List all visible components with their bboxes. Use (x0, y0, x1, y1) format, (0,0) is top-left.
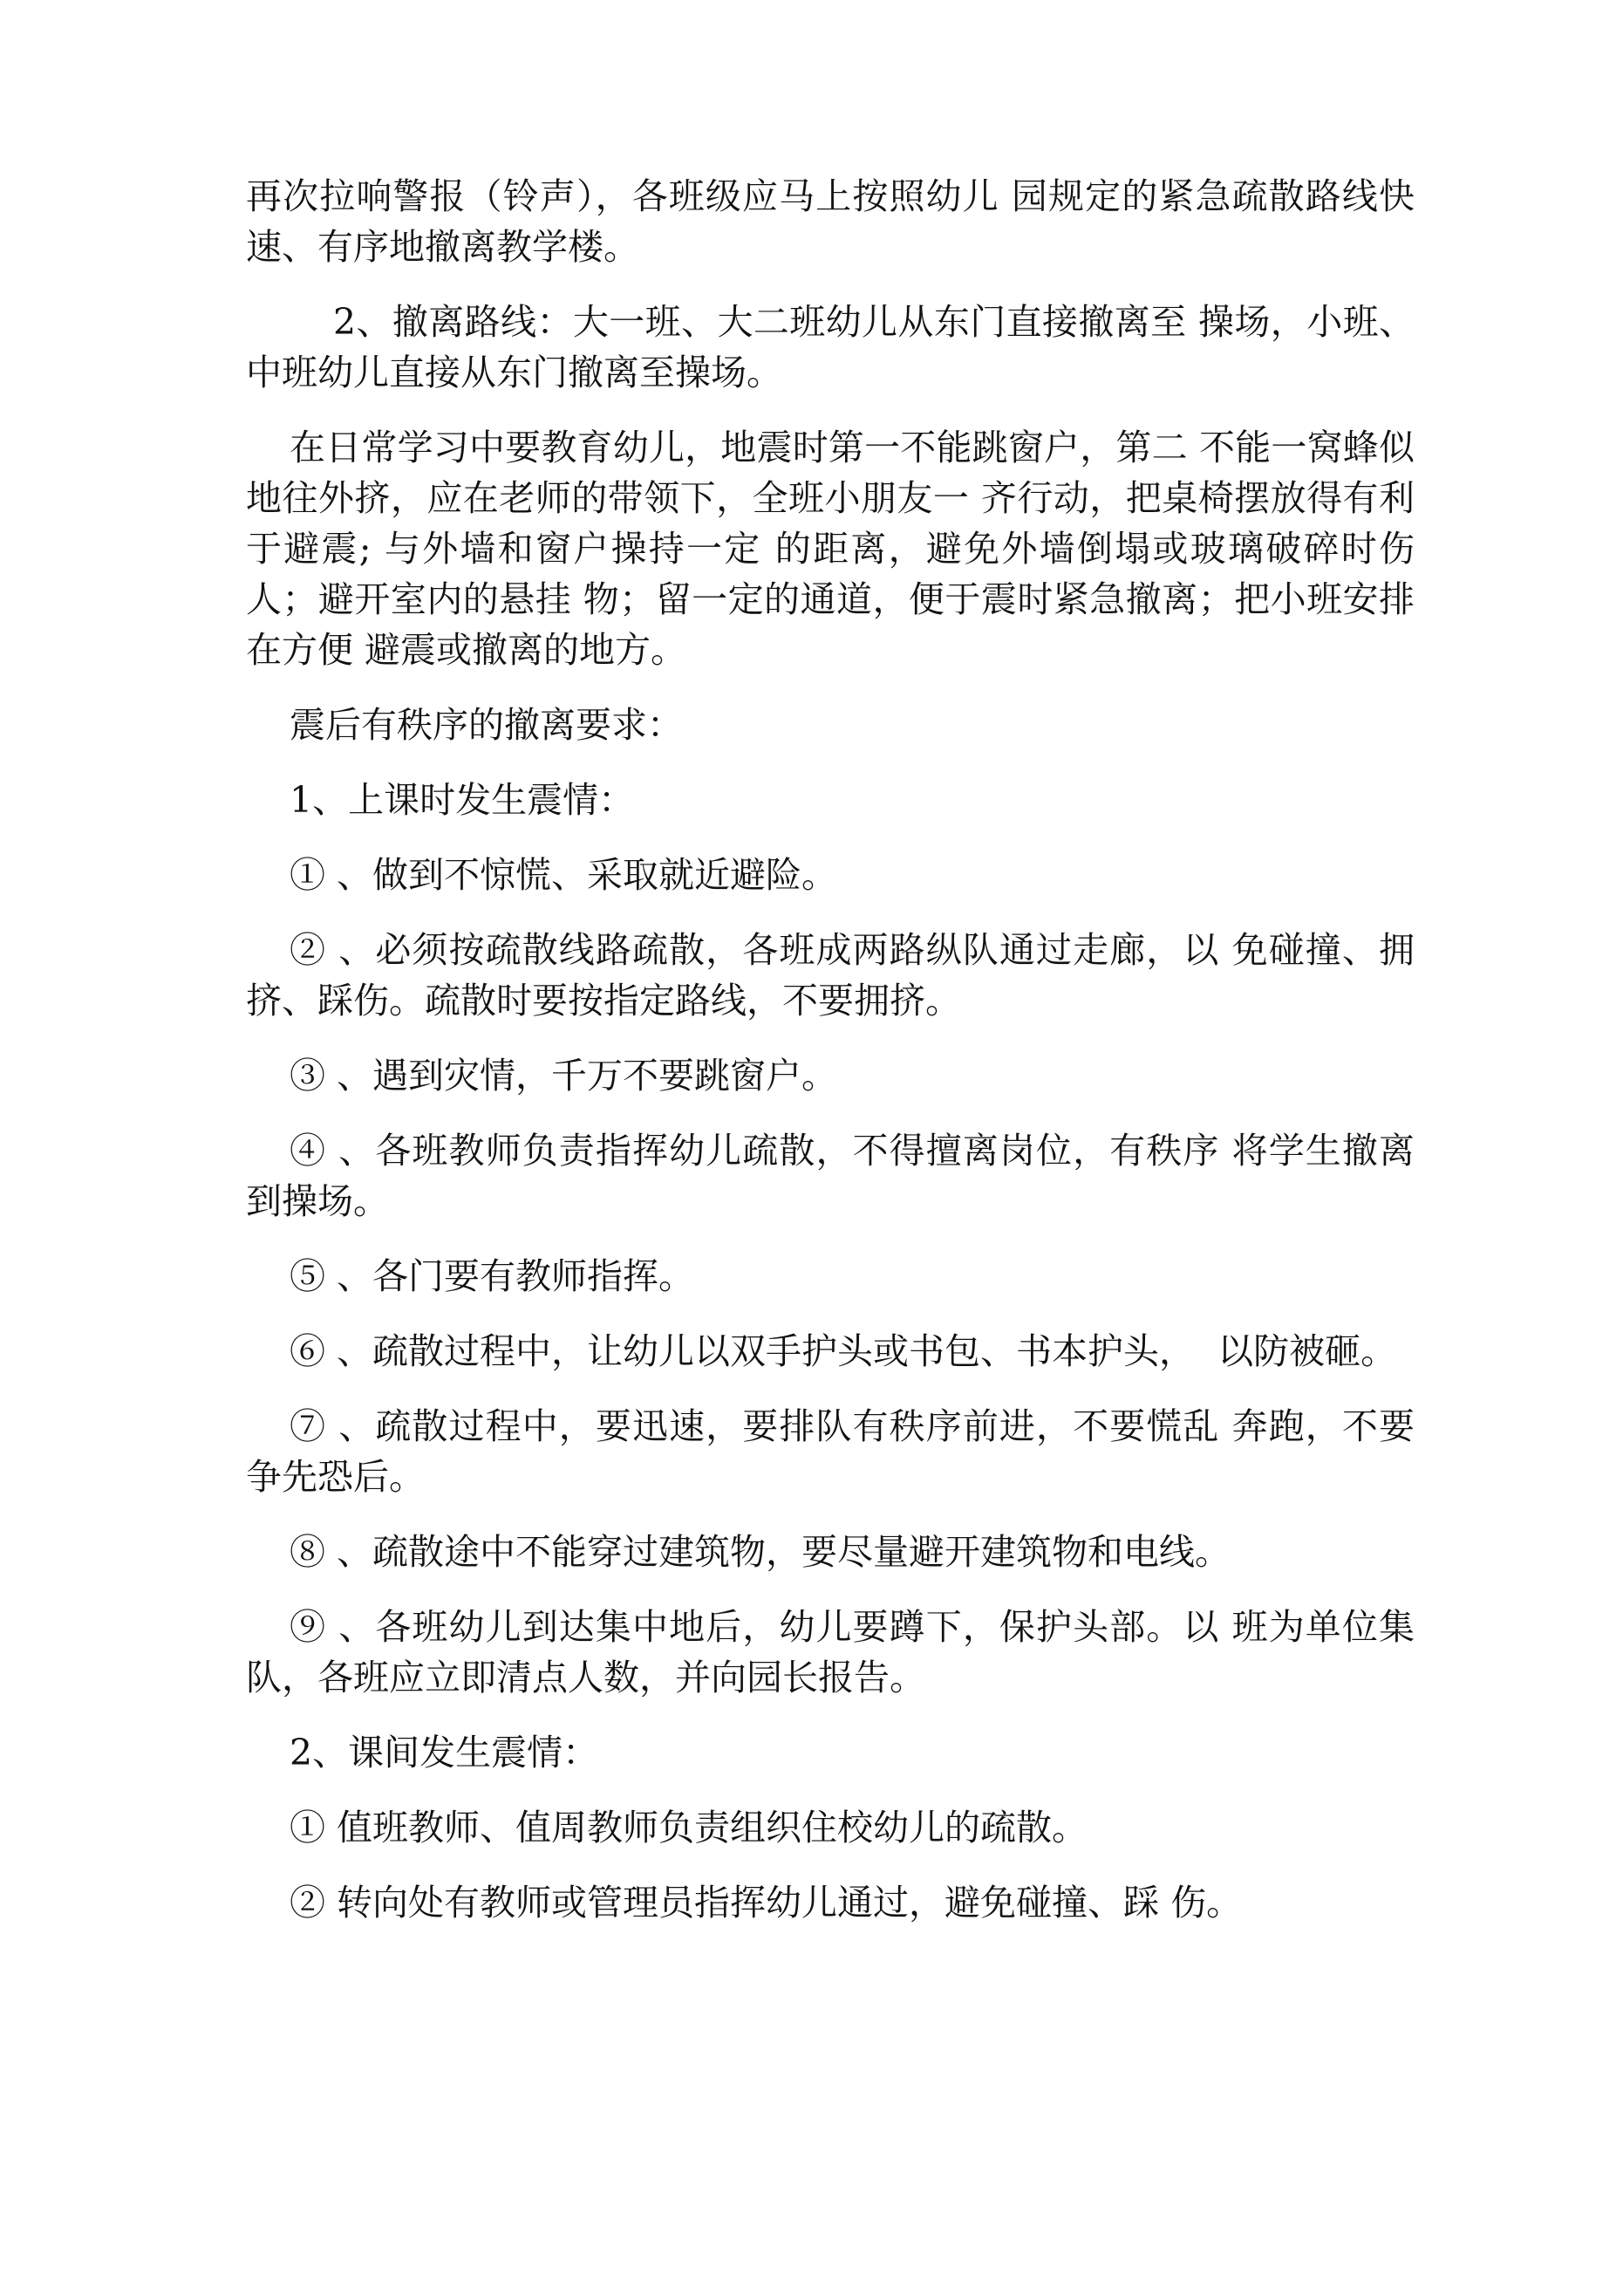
list-item-class-4: ④ 、各班教师负责指挥幼儿疏散，不得擅离岗位，有秩序 将学生撤离到操场。 (246, 1130, 1415, 1222)
list-item-class-2: ② 、必须按疏散线路疏散，各班成两路纵队通过走廊，以 免碰撞、拥挤、踩伤。疏散时要按指定路线，不要拥挤。 (246, 929, 1415, 1022)
list-item-class-5: ⑤ 、各门要有教师指挥。 (290, 1255, 695, 1297)
list-item-class-7: ⑦ 、疏散过程中，要迅速，要排队有秩序前进，不要慌乱 奔跑，不要争先恐后。 (246, 1405, 1415, 1498)
list-item-break-2: ② 转向处有教师或管理员指挥幼儿通过，避免碰撞、踩 伤。 (290, 1882, 1243, 1924)
list-item-class-9: ⑨ 、各班幼儿到达集中地后，幼儿要蹲下，保护头部。以 班为单位集队，各班应立即清点人数，并向园长报告。 (246, 1606, 1415, 1698)
list-item-class-6: ⑥ 、疏散过程中，让幼儿以双手护头或书包、书本护头， 以防被砸。 (290, 1330, 1397, 1372)
paragraph-evacuation-alarm: 再次拉响警报（铃声），各班级应马上按照幼儿 园规定的紧急疏散路线快速、有序地撤离教学楼。 (246, 175, 1415, 268)
list-item-class-1: ① 、做到不惊慌、采取就近避险。 (290, 854, 838, 896)
document-body (246, 171, 1415, 1952)
paragraph-orderly-evacuation-heading: 震后有秩序的撤离要求： (290, 704, 683, 746)
list-item-class-3: ③ 、遇到灾情，千万不要跳窗户。 (290, 1055, 838, 1097)
paragraph-daily-education: 在日常学习中要教育幼儿，地震时第一不能跳窗户，第二 不能一窝蜂似地往外挤，应在老师的带领下，全班小朋友一 齐行动，把桌椅摆放得有利于避震; 与外墙和窗户操持一定 的距离，避免外墙倒塌或玻璃破碎时伤人；避开室内的悬挂 物；留一定的通道，便于震时紧急撤离；把小班安排在方便 避震或撤离的地方。 (246, 427, 1415, 671)
list-item-class-8: ⑧ 、疏散途中不能穿过建筑物，要尽量避开建筑物和电线。 (290, 1531, 1231, 1573)
paragraph-evacuation-route: 2、撤离路线：大一班、大二班幼儿从东门直接撤离至 操场，小班、中班幼儿直接从东门撤离至操场。 (246, 301, 1415, 393)
list-item-break-1: ① 值班教师、值周教师负责组织住校幼儿的疏散。 (290, 1807, 1088, 1848)
paragraph-during-break-heading: 2、课间发生震情： (290, 1732, 599, 1773)
paragraph-during-class-heading: 1、上课时发生震情： (290, 779, 635, 821)
